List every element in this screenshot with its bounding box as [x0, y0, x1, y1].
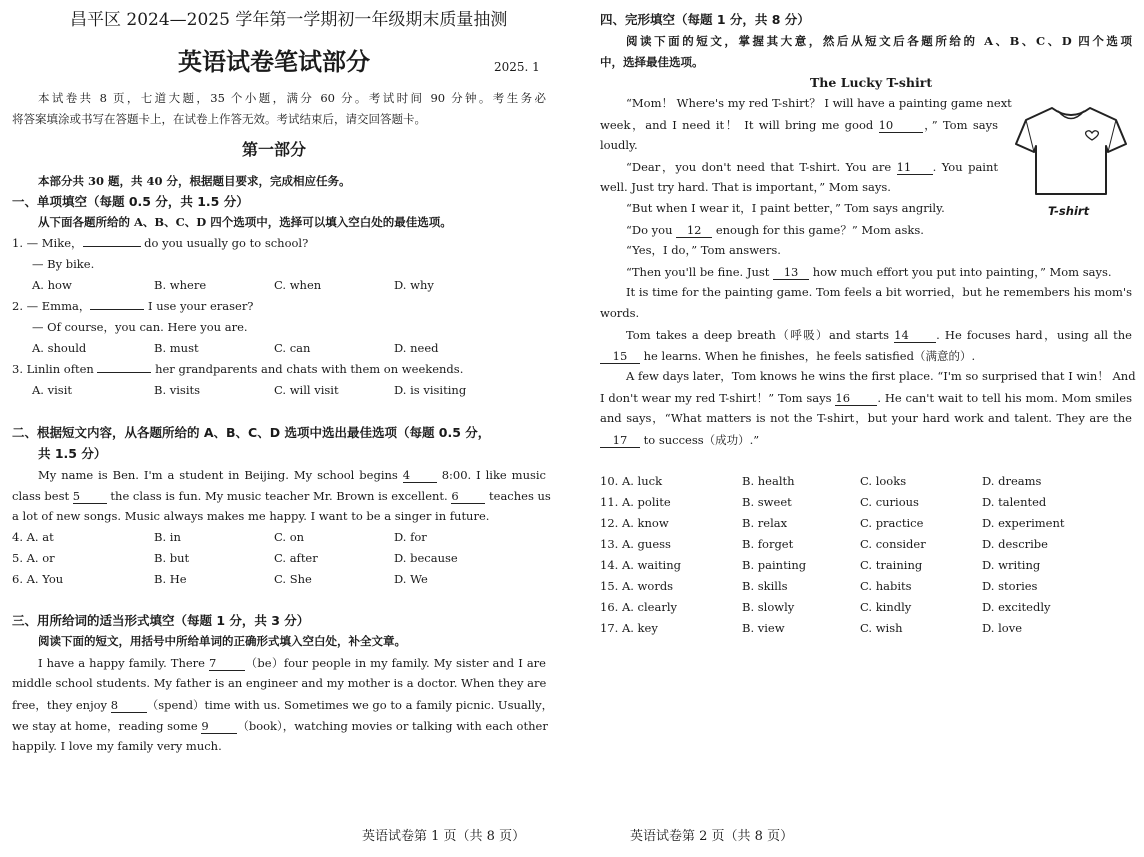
option[interactable]: 11. A. polite — [600, 495, 671, 509]
section4-direction-2: 中，选择最佳选项。 — [600, 55, 704, 69]
option[interactable]: 14. A. waiting — [600, 558, 682, 572]
section1-heading: 一、单项填空（每题 0.5 分，共 1.5 分） — [12, 194, 249, 209]
story-line-6: “But when I wear it，I paint better，” Tom says angrily. — [626, 201, 945, 215]
story-line-13: 15 he learns. When he finishes，he feels satisfied（满意的）. — [600, 350, 1132, 364]
blank-15[interactable]: 15 — [600, 350, 640, 364]
answer-blank[interactable] — [83, 246, 141, 247]
option[interactable]: 16. A. clearly — [600, 600, 678, 614]
option[interactable]: A. how — [32, 278, 72, 292]
option[interactable]: C. can — [274, 341, 311, 355]
story-line-4: “Dear，you don't need that T-shirt. You are 11 . You paint — [626, 160, 999, 174]
option[interactable]: D. describe — [982, 537, 1048, 551]
question-2-reply: — Of course，you can. Here you are. — [32, 320, 248, 334]
story-line-8: “Yes，I do，” Tom answers. — [626, 243, 781, 257]
part1-title: 第一部分 — [242, 140, 307, 159]
option[interactable]: 13. A. guess — [600, 537, 671, 551]
passage2-line-1: My name is Ben. I'm a student in Beijing. My school begins 4 8:00. I like music — [38, 468, 546, 482]
blank-16[interactable]: 16 — [835, 392, 877, 406]
blank-7[interactable]: 7 — [209, 657, 245, 671]
passage2-line-3: a lot of new songs. Music always makes me happy. I want to be a singer in future. — [12, 509, 490, 523]
instructions-line-1: 本试卷共 8 页，七道大题，35 个小题，满分 60 分。考试时间 90 分钟。考生务必 — [38, 91, 546, 105]
part1-intro: 本部分共 30 题，共 40 分，根据题目要求，完成相应任务。 — [38, 174, 351, 188]
answer-blank[interactable] — [90, 309, 144, 310]
blank-8[interactable]: 8 — [111, 699, 147, 713]
option[interactable]: B. visits — [154, 383, 201, 397]
blank-11[interactable]: 11 — [897, 161, 933, 175]
question-1: 1. — Mike， do you usually go to school? — [12, 236, 309, 250]
passage3-line-1: I have a happy family. There 7 （be）four people in my family. My sister and I are — [38, 656, 546, 670]
question-3: 3. Linlin often her grandparents and chats with them on weekends. — [12, 362, 464, 376]
option[interactable]: D. love — [982, 621, 1023, 635]
option[interactable]: B. in — [154, 530, 181, 544]
option[interactable]: D. We — [394, 572, 428, 586]
option[interactable]: C. looks — [860, 474, 907, 488]
option[interactable]: A. visit — [32, 383, 72, 397]
option[interactable]: B. health — [742, 474, 795, 488]
passage3-line-4: we stay at home，reading some 9 （book），watching movies or talking with each other — [12, 719, 548, 733]
blank-4[interactable]: 4 — [403, 469, 437, 483]
instructions-line-2: 将答案填涂或书写在答题卡上，在试卷上作答无效。考试结束后，请交回答题卡。 — [12, 112, 426, 126]
section3-heading: 三、用所给词的适当形式填空（每题 1 分，共 3 分） — [12, 613, 310, 628]
question-1-reply: — By bike. — [32, 257, 95, 271]
story-line-9: “Then you'll be fine. Just 13 how much effort you put into painting，” Mom says. — [626, 265, 1112, 279]
option[interactable]: B. He — [154, 572, 187, 586]
option[interactable]: B. must — [154, 341, 199, 355]
section4-heading: 四、完形填空（每题 1 分，共 8 分） — [600, 12, 810, 27]
story-title: The Lucky T-shirt — [810, 75, 933, 90]
passage3-line-2: middle school students. My father is an engineer and my mother is a doctor. When they are — [12, 676, 547, 690]
option[interactable]: B. but — [154, 551, 190, 565]
option[interactable]: C. practice — [860, 516, 924, 530]
option[interactable]: B. forget — [742, 537, 794, 551]
option[interactable]: C. habits — [860, 579, 912, 593]
option[interactable]: C. when — [274, 278, 322, 292]
option[interactable]: C. will visit — [274, 383, 339, 397]
section3-direction: 阅读下面的短文，用括号中所给单词的正确形式填入空白处，补全文章。 — [38, 634, 406, 648]
option[interactable]: C. kindly — [860, 600, 912, 614]
story-line-2: week，and I need it！ It will bring me good 10 ，” Tom says — [600, 118, 999, 132]
option[interactable]: D. dreams — [982, 474, 1042, 488]
option[interactable]: D. stories — [982, 579, 1038, 593]
option[interactable]: B. where — [154, 278, 207, 292]
option[interactable]: C. consider — [860, 537, 926, 551]
option[interactable]: B. painting — [742, 558, 807, 572]
option[interactable]: D. because — [394, 551, 458, 565]
option[interactable]: D. experiment — [982, 516, 1065, 530]
option[interactable]: C. wish — [860, 621, 903, 635]
story-line-3: loudly. — [600, 138, 638, 152]
passage3-line-5: happily. I love my family very much. — [12, 739, 222, 753]
blank-14[interactable]: 14 — [894, 329, 936, 343]
story-line-5: well. Just try hard. That is important，” Mom says. — [600, 180, 891, 194]
blank-13[interactable]: 13 — [773, 266, 809, 280]
tshirt-caption: T-shirt — [1048, 204, 1090, 218]
exam-date: 2025. 1 — [494, 60, 540, 74]
option[interactable]: B. relax — [742, 516, 788, 530]
blank-12[interactable]: 12 — [676, 224, 712, 238]
story-line-17: 17 to success（成功）.” — [600, 434, 1132, 448]
option[interactable]: D. for — [394, 530, 427, 544]
option[interactable]: 12. A. know — [600, 516, 669, 530]
option[interactable]: B. skills — [742, 579, 788, 593]
section2-heading-cont: 共 1.5 分） — [38, 446, 107, 461]
option[interactable]: C. on — [274, 530, 305, 544]
section1-direction: 从下面各题所给的 A、B、C、D 四个选项中，选择可以填入空白处的最佳选项。 — [38, 215, 452, 229]
option[interactable]: B. sweet — [742, 495, 792, 509]
option[interactable]: D. talented — [982, 495, 1047, 509]
footer-page-2: 英语试卷第 2 页（共 8 页） — [630, 829, 794, 844]
exam-title: 昌平区 2024—2025 学年第一学期初一年级期末质量抽测 — [70, 10, 508, 30]
option[interactable]: D. writing — [982, 558, 1041, 572]
story-line-1: “Mom！ Where's my red T-shirt？ I will have a painting game next — [626, 96, 1012, 110]
story-line-16: and says，“What matters is not the T-shirt，but your hard work and talent. They are the — [600, 411, 1132, 425]
option[interactable]: 10. A. luck — [600, 474, 663, 488]
option[interactable]: D. is visiting — [394, 383, 467, 397]
blank-6[interactable]: 6 — [451, 490, 485, 504]
option[interactable]: C. curious — [860, 495, 919, 509]
option[interactable]: D. need — [394, 341, 439, 355]
section2-heading: 二、根据短文内容，从各题所给的 A、B、C、D 选项中选出最佳选项（每题 0.5 分， — [12, 425, 491, 440]
option[interactable]: C. after — [274, 551, 318, 565]
option[interactable]: 4. A. at — [12, 530, 54, 544]
tshirt-icon — [1012, 100, 1130, 200]
option[interactable]: 6. A. You — [12, 572, 64, 586]
blank-17[interactable]: 17 — [600, 434, 640, 448]
story-line-11: words. — [600, 306, 640, 320]
question-2: 2. — Emma， I use your eraser? — [12, 299, 254, 313]
option[interactable]: C. training — [860, 558, 923, 572]
section4-direction-1: 阅读下面的短文，掌握其大意，然后从短文后各题所给的 A、B、C、D 四个选项 — [626, 34, 1132, 48]
blank-10[interactable]: 10 — [879, 119, 923, 133]
passage3-line-3: free，they enjoy 8 （spend）time with us. Sometimes we go to a family picnic. Usually， — [12, 698, 554, 712]
story-line-14: A few days later，Tom knows he wins the first place. “I'm so surprised that I win！ And — [626, 369, 1136, 383]
option[interactable]: 17. A. key — [600, 621, 658, 635]
story-line-12: Tom takes a deep breath（呼吸）and starts 14 . He focuses hard，using all the — [626, 328, 1132, 342]
option[interactable]: B. view — [742, 621, 785, 635]
option[interactable]: D. excitedly — [982, 600, 1051, 614]
story-line-7: “Do you 12 enough for this game？” Mom asks. — [626, 223, 924, 237]
passage2-line-2: class best 5 the class is fun. My music teacher Mr. Brown is excellent. 6 teaches us — [12, 489, 551, 503]
option[interactable]: 5. A. or — [12, 551, 55, 565]
blank-5[interactable]: 5 — [73, 490, 107, 504]
option[interactable]: D. why — [394, 278, 434, 292]
paper-title: 英语试卷笔试部分 — [178, 48, 370, 76]
answer-blank[interactable] — [97, 372, 151, 373]
story-line-10: It is time for the painting game. Tom feels a bit worried，but he remembers his mom's — [626, 285, 1132, 299]
story-line-15: I don't wear my red T-shirt！” Tom says 16 . He can't wait to tell his mom. Mom smiles — [600, 391, 1132, 405]
footer-page-1: 英语试卷第 1 页（共 8 页） — [362, 829, 526, 844]
option[interactable]: C. She — [274, 572, 312, 586]
option[interactable]: B. slowly — [742, 600, 795, 614]
option[interactable]: 15. A. words — [600, 579, 674, 593]
option[interactable]: A. should — [32, 341, 87, 355]
blank-9[interactable]: 9 — [201, 720, 237, 734]
